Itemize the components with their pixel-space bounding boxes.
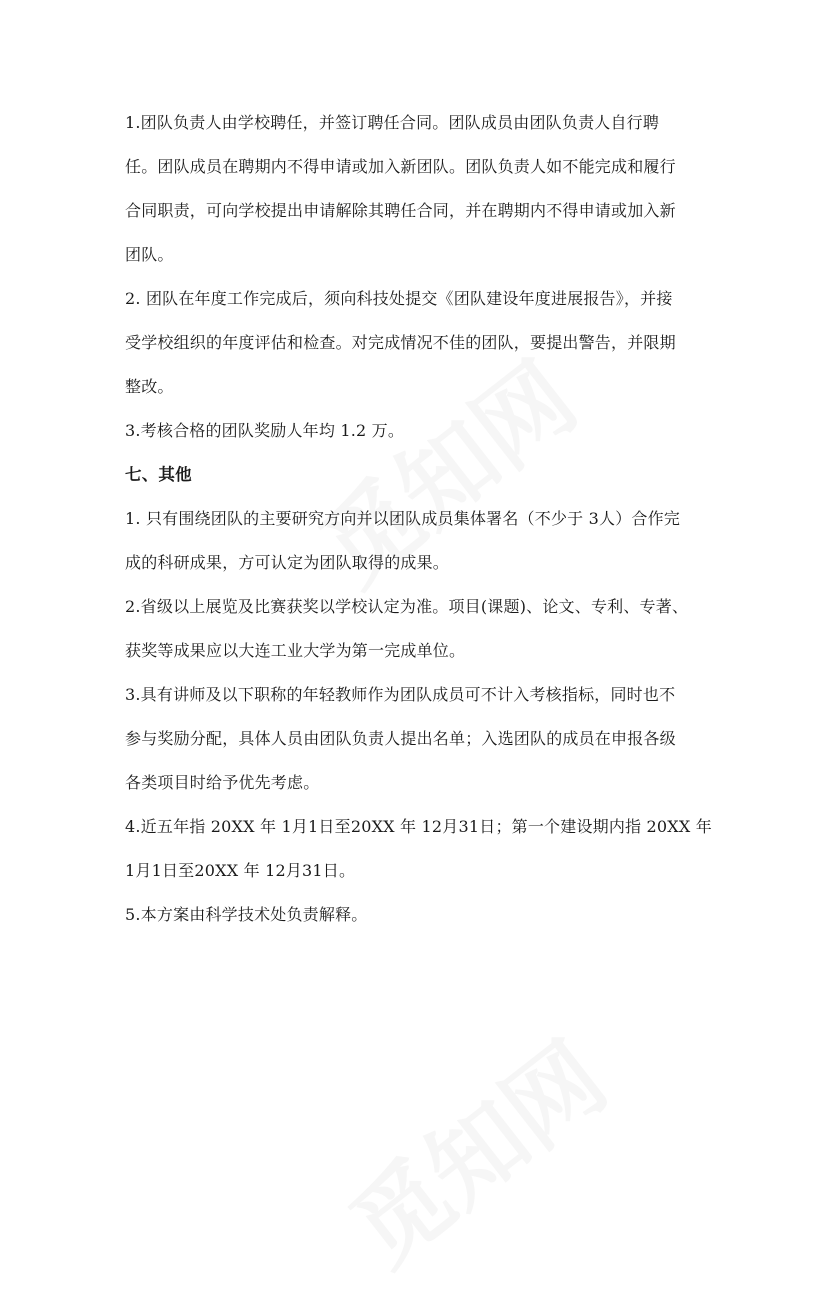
item-4-line-2: 1月1日至20XX 年 12月31日。 [125, 861, 356, 880]
paragraph-1-line-2: 任。团队成员在聘期内不得申请或加入新团队。团队负责人如不能完成和履行 [125, 157, 676, 176]
item-4-line-1: 4.近五年指 20XX 年 1月1日至20XX 年 12月31日；第一个建设期内指 20XX 年 [125, 817, 712, 836]
item-2-line-1: 2.省级以上展览及比赛获奖以学校认定为准。项目(课题)、论文、专利、专著、 [125, 597, 689, 616]
section-heading-other: 七、其他 [125, 465, 192, 484]
watermark-bottom [318, 1006, 629, 1291]
item-3-line-1: 3.具有讲师及以下职称的年轻教师作为团队成员可不计入考核指标，同时也不 [125, 685, 676, 704]
paragraph-1-line-1: 1.团队负责人由学校聘任，并签订聘任合同。团队成员由团队负责人自行聘 [125, 113, 660, 132]
paragraph-1-line-4: 团队。 [125, 245, 174, 264]
paragraph-2-line-2: 受学校组织的年度评估和检查。对完成情况不佳的团队，要提出警告，并限期 [125, 333, 676, 352]
item-3-line-3: 各类项目时给予优先考虑。 [125, 773, 320, 792]
paragraph-2-line-1: 2. 团队在年度工作完成后，须向科技处提交《团队建设年度进展报告》，并接 [125, 289, 673, 308]
item-1-line-2: 成的科研成果，方可认定为团队取得的成果。 [125, 553, 450, 572]
item-1-line-1: 1. 只有围绕团队的主要研究方向并以团队成员集体署名（不少于 3人）合作完 [125, 509, 681, 528]
paragraph-1-line-3: 合同职责，可向学校提出申请解除其聘任合同，并在聘期内不得申请或加入新 [125, 201, 676, 220]
item-2-line-2: 获奖等成果应以大连工业大学为第一完成单位。 [125, 641, 466, 660]
item-3-line-2: 参与奖励分配，具体人员由团队负责人提出名单；入选团队的成员在申报各级 [125, 729, 676, 748]
item-5: 5.本方案由科学技术处负责解释。 [125, 905, 368, 924]
paragraph-3: 3.考核合格的团队奖励人年均 1.2 万。 [125, 421, 405, 440]
paragraph-2-line-3: 整改。 [125, 377, 174, 396]
